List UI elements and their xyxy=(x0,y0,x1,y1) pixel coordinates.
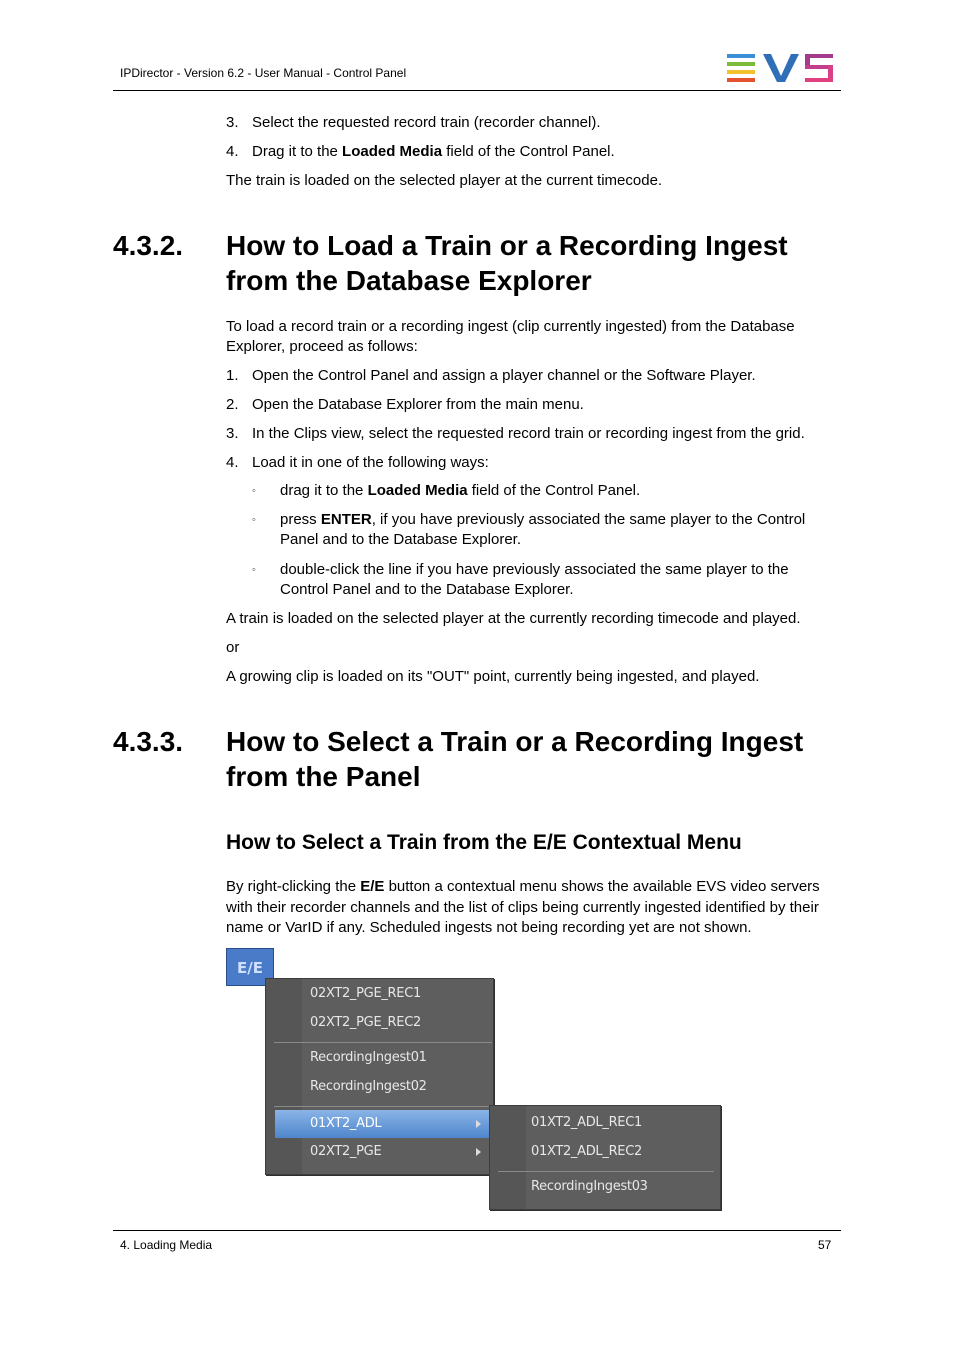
menu-gutter xyxy=(490,1106,526,1209)
step-number: 3. xyxy=(226,425,239,442)
result-text: A train is loaded on the selected player at the currently recording timecode and played. xyxy=(226,610,801,627)
paragraph: To load a record train or a recording ingest (clip currently ingested) from the Database xyxy=(226,318,795,335)
ee-button[interactable]: E/E xyxy=(226,948,274,986)
footer-rule xyxy=(113,1230,841,1231)
contextual-menu xyxy=(265,978,494,1175)
menu-separator xyxy=(274,1106,492,1107)
step-number: 3. xyxy=(226,114,239,131)
section-title: from the Panel xyxy=(226,761,421,792)
step-text: Drag it to the Loaded Media field of the Control Panel. xyxy=(252,143,615,160)
step-text: In the Clips view, select the requested record train or recording ingest from the grid. xyxy=(252,425,805,442)
section-number: 4.3.2. xyxy=(113,230,184,261)
step-number: 1. xyxy=(226,367,239,384)
submenu-arrow-icon xyxy=(476,1148,481,1156)
menu-item-highlighted[interactable]: 01XT2_ADL xyxy=(275,1110,491,1138)
step-text: Open the Database Explorer from the main menu. xyxy=(252,396,584,413)
step-number: 4. xyxy=(226,143,239,160)
result-text: A growing clip is loaded on its "OUT" point, currently being ingested, and played. xyxy=(226,668,760,685)
menu-separator xyxy=(498,1171,714,1172)
menu-item[interactable]: 01XT2_ADL_REC1 xyxy=(531,1115,642,1130)
result-text: The train is loaded on the selected player at the current timecode. xyxy=(226,172,663,189)
step-text: Select the requested record train (recorder channel). xyxy=(252,114,601,131)
step-text: Load it in one of the following ways: xyxy=(252,454,489,471)
menu-item[interactable]: 02XT2_PGE_REC2 xyxy=(310,1015,421,1030)
or-text: or xyxy=(226,639,240,656)
menu-item[interactable]: RecordingIngest02 xyxy=(310,1079,427,1094)
paragraph: Explorer, proceed as follows: xyxy=(226,338,418,355)
paragraph: name or VarID if any. Scheduled ingests not being recording yet are not shown. xyxy=(226,919,752,936)
submenu xyxy=(489,1105,721,1210)
bullet-marker: ◦ xyxy=(252,514,256,526)
menu-separator xyxy=(274,1042,492,1043)
step-number: 4. xyxy=(226,454,239,471)
bullet-marker: ◦ xyxy=(252,564,256,576)
header-rule xyxy=(113,90,841,91)
menu-item[interactable]: 01XT2_ADL_REC2 xyxy=(531,1144,642,1159)
bullet-text: Control Panel and to the Database Explorer. xyxy=(280,581,574,598)
footer-chapter: 4. Loading Media xyxy=(120,1238,213,1252)
menu-item[interactable]: RecordingIngest01 xyxy=(310,1050,427,1065)
step-number: 2. xyxy=(226,396,239,413)
menu-item[interactable]: RecordingIngest03 xyxy=(531,1179,648,1194)
evs-logo xyxy=(727,54,833,82)
menu-gutter xyxy=(266,979,302,1174)
section-title: How to Select a Train or a Recording Ingest xyxy=(226,726,804,757)
step-text: Open the Control Panel and assign a player channel or the Software Player. xyxy=(252,367,756,384)
bullet-marker: ◦ xyxy=(252,485,256,497)
header-title: IPDirector - Version 6.2 - User Manual - Control Panel xyxy=(120,66,407,80)
section-title: from the Database Explorer xyxy=(226,265,592,296)
submenu-arrow-icon xyxy=(476,1120,481,1128)
page-number: 57 xyxy=(818,1238,832,1252)
menu-item[interactable]: 02XT2_PGE xyxy=(310,1144,382,1159)
subheading: How to Select a Train from the E/E Contextual Menu xyxy=(226,831,742,854)
section-title: How to Load a Train or a Recording Ingest xyxy=(226,230,788,261)
bullet-text: double-click the line if you have previously associated the same player to the xyxy=(280,561,789,578)
paragraph: By right-clicking the E/E button a contextual menu shows the available EVS video servers xyxy=(226,878,820,895)
bullet-text: drag it to the Loaded Media field of the Control Panel. xyxy=(280,482,641,499)
menu-item[interactable]: 02XT2_PGE_REC1 xyxy=(310,986,421,1001)
bullet-text: Panel and to the Database Explorer. xyxy=(280,531,521,548)
paragraph: with their recorder channels and the list of clips being currently ingested identified by their xyxy=(226,899,819,916)
section-number: 4.3.3. xyxy=(113,726,184,757)
bullet-text: press ENTER, if you have previously associated the same player to the Control xyxy=(280,511,806,528)
